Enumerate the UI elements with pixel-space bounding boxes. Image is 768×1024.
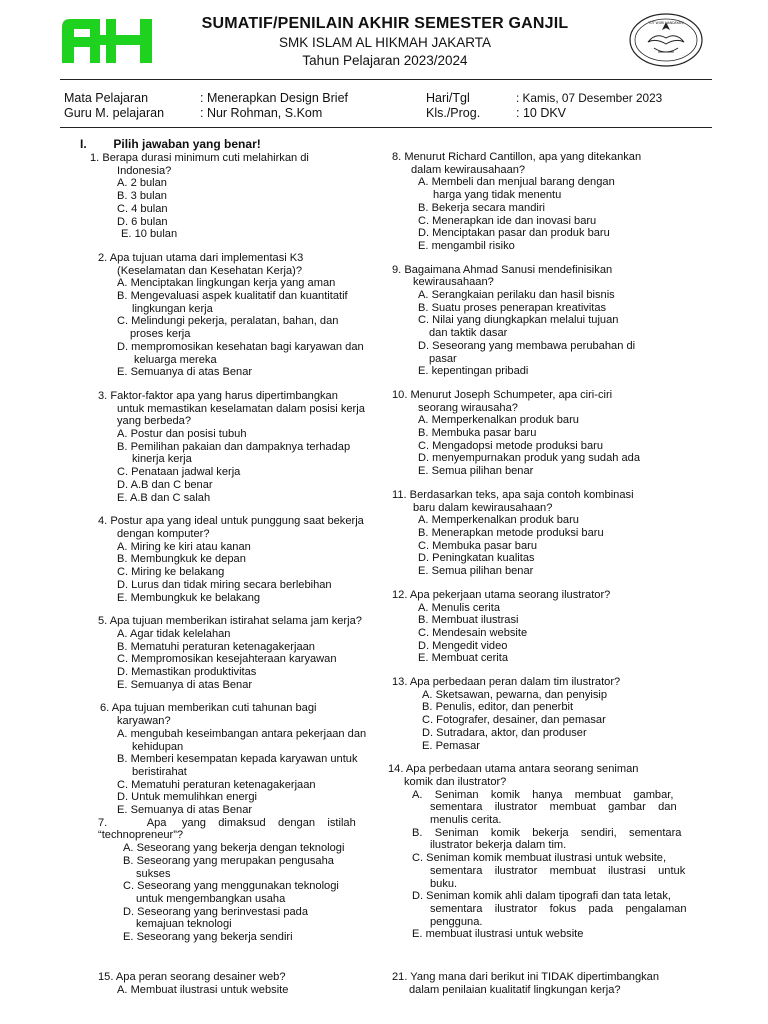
question-8 — [392, 151, 692, 253]
option-b: B. Pemilihan pakaian dan dampaknya terhadap — [117, 440, 351, 453]
option-a: A. Membeli dan menjual barang dengan — [418, 176, 615, 189]
question-1 — [90, 152, 380, 241]
question-text: 2. Apa tujuan utama dari implementasi K3 — [98, 251, 304, 264]
day-label: Hari/Tgl — [426, 91, 470, 105]
option-a: A. Menciptakan lingkungan kerja yang aman — [117, 277, 336, 290]
option-b: B. 3 bulan — [117, 190, 167, 203]
question-7 — [90, 817, 380, 944]
question-text: baru dalam kewirausahaan? — [413, 501, 553, 514]
option-a: A. 2 bulan — [117, 177, 167, 190]
option-d: D. Peningkatan kualitas — [418, 552, 535, 565]
header-divider-bottom — [60, 127, 712, 128]
school-logo — [60, 17, 154, 65]
question-text: 6. Apa tujuan memberikan cuti tahunan bagi — [100, 702, 317, 715]
option-b: B. Menerapkan metode produksi baru — [418, 526, 604, 539]
option-c-cont: untuk mengembangkan usaha — [136, 892, 286, 905]
question-text: 5. Apa tujuan memberikan istirahat selama jam kerja? — [98, 615, 362, 628]
option-c: C. Mengadopsi metode produksi baru — [418, 439, 604, 452]
option-d: D. menyempurnakan produk yang sudah ada — [418, 452, 641, 465]
option-d: D. Menciptakan pasar dan produk baru — [418, 227, 610, 240]
option-c: C. Nilai yang diungkapkan melalui tujuan — [418, 314, 619, 327]
question-15 — [98, 971, 388, 996]
option-b: B. Membuka pasar baru — [418, 427, 537, 440]
question-text: dalam kewirausahaan? — [411, 163, 526, 176]
option-c-cont: dan taktik dasar — [429, 327, 508, 340]
option-e: E. Semua pilihan benar — [418, 465, 534, 478]
left-question-column — [90, 152, 380, 944]
option-d: D. Memastikan produktivitas — [117, 666, 257, 679]
option-d-cont: keluarga mereka — [134, 353, 217, 366]
question-text: 12. Apa pekerjaan utama seorang ilustrator? — [392, 588, 611, 601]
question-text: 4. Postur apa yang ideal untuk punggung saat bekerja — [98, 515, 364, 528]
question-text: yang berbeda? — [117, 415, 192, 428]
option-c: C. Miring ke belakang — [117, 566, 225, 579]
option-d-cont: kemajuan teknologi — [136, 918, 232, 931]
option-b: B. Membungkuk ke depan — [117, 553, 246, 566]
question-4 — [90, 515, 380, 604]
option-d: D. Seniman komik ahli dalam tipografi dan tata letak, — [412, 890, 671, 903]
section-title: Pilih jawaban yang benar! — [113, 137, 261, 151]
option-d: D. Seseorang yang membawa perubahan di — [418, 339, 636, 352]
question-text: 15. Apa peran seorang desainer web? — [98, 971, 286, 983]
question-text: “technopreneur”? — [98, 829, 184, 842]
subject-value: : Menerapkan Design Brief — [200, 91, 348, 105]
option-c: C. Membuka pasar baru — [418, 539, 538, 552]
option-b: B. Membuat ilustrasi — [418, 614, 519, 627]
option-a: A. Seniman komik hanya membuat gambar, — [412, 788, 674, 801]
option-c: C. Mendesain website — [418, 626, 528, 639]
option-b-cont: kinerja kerja — [132, 453, 192, 466]
option-e: E. A.B dan C salah — [117, 491, 211, 504]
option-a: A. Menulis cerita — [418, 601, 501, 614]
question-text: 14. Apa perbedaan utama antara seorang seniman — [388, 763, 639, 776]
question-text: 21. Yang mana dari berikut ini TIDAK dipertimbangkan — [392, 971, 660, 983]
option-c: C. Seseorang yang menggunakan teknologi — [123, 880, 339, 893]
option-e: E. membuat ilustrasi untuk website — [412, 928, 584, 941]
school-name: SMK ISLAM AL HIKMAH JAKARTA — [278, 35, 492, 50]
tut-wuri-handayani-emblem — [628, 12, 704, 68]
option-b: B. Suatu proses penerapan kreativitas — [418, 301, 607, 314]
question-text: 3. Faktor-faktor apa yang harus dipertimbangkan — [98, 389, 338, 402]
option-e: E. Membuat cerita — [418, 652, 509, 665]
title-block — [150, 14, 620, 70]
option-b: B. Penulis, editor, dan penerbit — [422, 701, 574, 714]
question-text: untuk memastikan keselamatan dalam posisi kerja — [117, 402, 365, 415]
option-e: E. Seseorang yang bekerja sendiri — [123, 931, 293, 944]
emblem-caption: TUT WURI HANDAYANI — [648, 21, 684, 25]
option-d: D. Sutradara, aktor, dan produser — [422, 726, 587, 739]
option-c: C. Menerapkan ide dan inovasi baru — [418, 214, 597, 227]
question-21 — [392, 971, 702, 996]
question-text: 13. Apa perbedaan peran dalam tim ilustrator? — [392, 676, 621, 689]
option-b: B. Mematuhi peraturan ketenagakerjaan — [117, 640, 315, 653]
question-10 — [392, 389, 692, 478]
option-e: E. Semuanya di atas Benar — [117, 366, 253, 379]
question-text: 1. Berapa durasi minimum cuti melahirkan di — [90, 152, 309, 164]
question-text: komik dan ilustrator? — [404, 775, 507, 788]
document-title: SUMATIF/PENILAIN AKHIR SEMESTER GANJIL — [201, 15, 569, 32]
option-a: A. Seseorang yang bekerja dengan teknologi — [123, 842, 345, 855]
question-6 — [90, 702, 380, 816]
option-a: A. Serangkaian perilaku dan hasil bisnis — [418, 289, 615, 302]
question-text: 10. Menurut Joseph Schumpeter, apa ciri-ciri — [392, 388, 613, 401]
class-label: Kls./Prog. — [426, 106, 481, 120]
question-text: 7. Apa yang dimaksud dengan istilah — [98, 816, 356, 829]
question-text: 9. Bagaimana Ahmad Sanusi mendefinisikan — [392, 263, 613, 276]
option-e: E. kepentingan pribadi — [418, 365, 529, 378]
question-text: 11. Berdasarkan teks, apa saja contoh kombinasi — [392, 488, 634, 501]
academic-year: Tahun Pelajaran 2023/2024 — [302, 53, 468, 68]
option-b-cont: lingkungan kerja — [132, 302, 213, 315]
option-c: C. Seniman komik membuat ilustrasi untuk website, — [412, 852, 667, 865]
option-b-cont: ilustrator bekerja dalam tim. — [430, 839, 567, 852]
question-text: dalam penilaian kualitatif lingkungan kerja? — [409, 983, 621, 996]
option-e: E. Semuanya di atas Benar — [117, 804, 253, 817]
option-d-cont: sementara ilustrator fokus pada pengalaman — [430, 902, 687, 915]
option-a-cont: menulis cerita. — [430, 814, 502, 827]
option-d-cont: pengguna. — [430, 915, 483, 928]
option-a-cont: harga yang tidak menentu — [433, 189, 562, 202]
question-text: seorang wirausaha? — [418, 401, 518, 414]
option-b-cont: beristirahat — [132, 765, 187, 778]
option-c: C. Penataan jadwal kerja — [117, 466, 241, 479]
question-text: (Keselamatan dan Kesehatan Kerja)? — [117, 264, 303, 277]
subject-label: Mata Pelajaran — [64, 91, 149, 105]
option-d: D. Mengedit video — [418, 639, 508, 652]
option-d-cont: pasar — [429, 352, 457, 365]
option-a: A. Memperkenalkan produk baru — [418, 414, 579, 427]
question-text: 8. Menurut Richard Cantillon, apa yang ditekankan — [392, 151, 642, 163]
question-text: Indonesia? — [117, 164, 172, 177]
question-14 — [388, 763, 692, 941]
option-d: D. Lurus dan tidak miring secara berlebihan — [117, 578, 332, 591]
option-e: E. Semuanya di atas Benar — [117, 678, 253, 691]
option-c: C. Fotografer, desainer, dan pemasar — [422, 714, 606, 727]
section-number: I. — [80, 137, 87, 151]
option-b: B. Seniman komik bekerja sendiri, sementara — [412, 826, 682, 839]
option-e: E. Pemasar — [422, 739, 480, 752]
question-text: karyawan? — [117, 715, 171, 728]
teacher-value: : Nur Rohman, S.Kom — [200, 106, 323, 120]
option-b-cont: sukses — [136, 867, 171, 880]
question-12 — [392, 589, 692, 665]
option-a: A. Postur dan posisi tubuh — [117, 428, 247, 441]
option-e: E. mengambil risiko — [418, 239, 515, 252]
option-b: B. Mengevaluasi aspek kualitatif dan kuantitatif — [117, 290, 348, 303]
option-e: E. Membungkuk ke belakang — [117, 591, 261, 604]
option-a-cont: sementara ilustrator membuat gambar dan — [430, 801, 677, 814]
question-3 — [90, 390, 380, 504]
option-d: D. 6 bulan — [117, 215, 168, 228]
option-a: A. Agar tidak kelelahan — [117, 627, 231, 640]
option-c-cont: buku. — [430, 877, 458, 890]
option-a: A. Memperkenalkan produk baru — [418, 514, 579, 527]
option-a-cont: kehidupan — [132, 740, 184, 753]
option-d: D. A.B dan C benar — [117, 478, 213, 491]
question-9 — [392, 264, 692, 378]
class-value: : 10 DKV — [516, 106, 567, 120]
option-c: C. Melindungi pekerja, peralatan, bahan, dan — [117, 315, 339, 328]
option-d: D. Seseorang yang berinvestasi pada — [123, 905, 309, 918]
option-c-cont: sementara ilustrator membuat ilustrasi untuk — [430, 864, 686, 877]
question-13 — [392, 676, 692, 752]
option-b: B. Bekerja secara mandiri — [418, 201, 546, 214]
option-c: C. Mematuhi peraturan ketenagakerjaan — [117, 778, 316, 791]
option-e: E. 10 bulan — [121, 228, 178, 241]
right-question-column — [388, 151, 692, 941]
option-c-cont: proses kerja — [130, 328, 191, 341]
option-d: D. Untuk memulihkan energi — [117, 791, 257, 804]
question-11 — [392, 489, 692, 578]
option-a: A. Sketsawan, pewarna, dan penyisip — [422, 688, 608, 701]
header-divider-top — [60, 79, 712, 80]
option-a: A. Miring ke kiri atau kanan — [117, 540, 251, 553]
question-text: dengan komputer? — [117, 527, 210, 540]
option-c: C. 4 bulan — [117, 202, 168, 215]
teacher-label: Guru M. pelajaran — [64, 106, 165, 120]
document-header — [0, 0, 768, 80]
option-a: A. mengubah keseimbangan antara pekerjaan dan — [117, 727, 367, 740]
option-e: E. Semua pilihan benar — [418, 565, 534, 578]
question-2 — [90, 252, 380, 379]
question-5 — [90, 615, 380, 691]
option-b: B. Seseorang yang merupakan pengusaha — [123, 854, 334, 867]
option-b: B. Memberi kesempatan kepada karyawan untuk — [117, 753, 358, 766]
day-value: : Kamis, 07 Desember 2023 — [516, 91, 663, 105]
question-text: kewirausahaan? — [413, 276, 494, 289]
option-d: D. mempromosikan kesehatan bagi karyawan dan — [117, 340, 364, 353]
option-c: C. Mempromosikan kesejahteraan karyawan — [117, 653, 337, 666]
section-heading — [80, 138, 261, 151]
option-a: A. Membuat ilustrasi untuk website — [117, 983, 289, 996]
